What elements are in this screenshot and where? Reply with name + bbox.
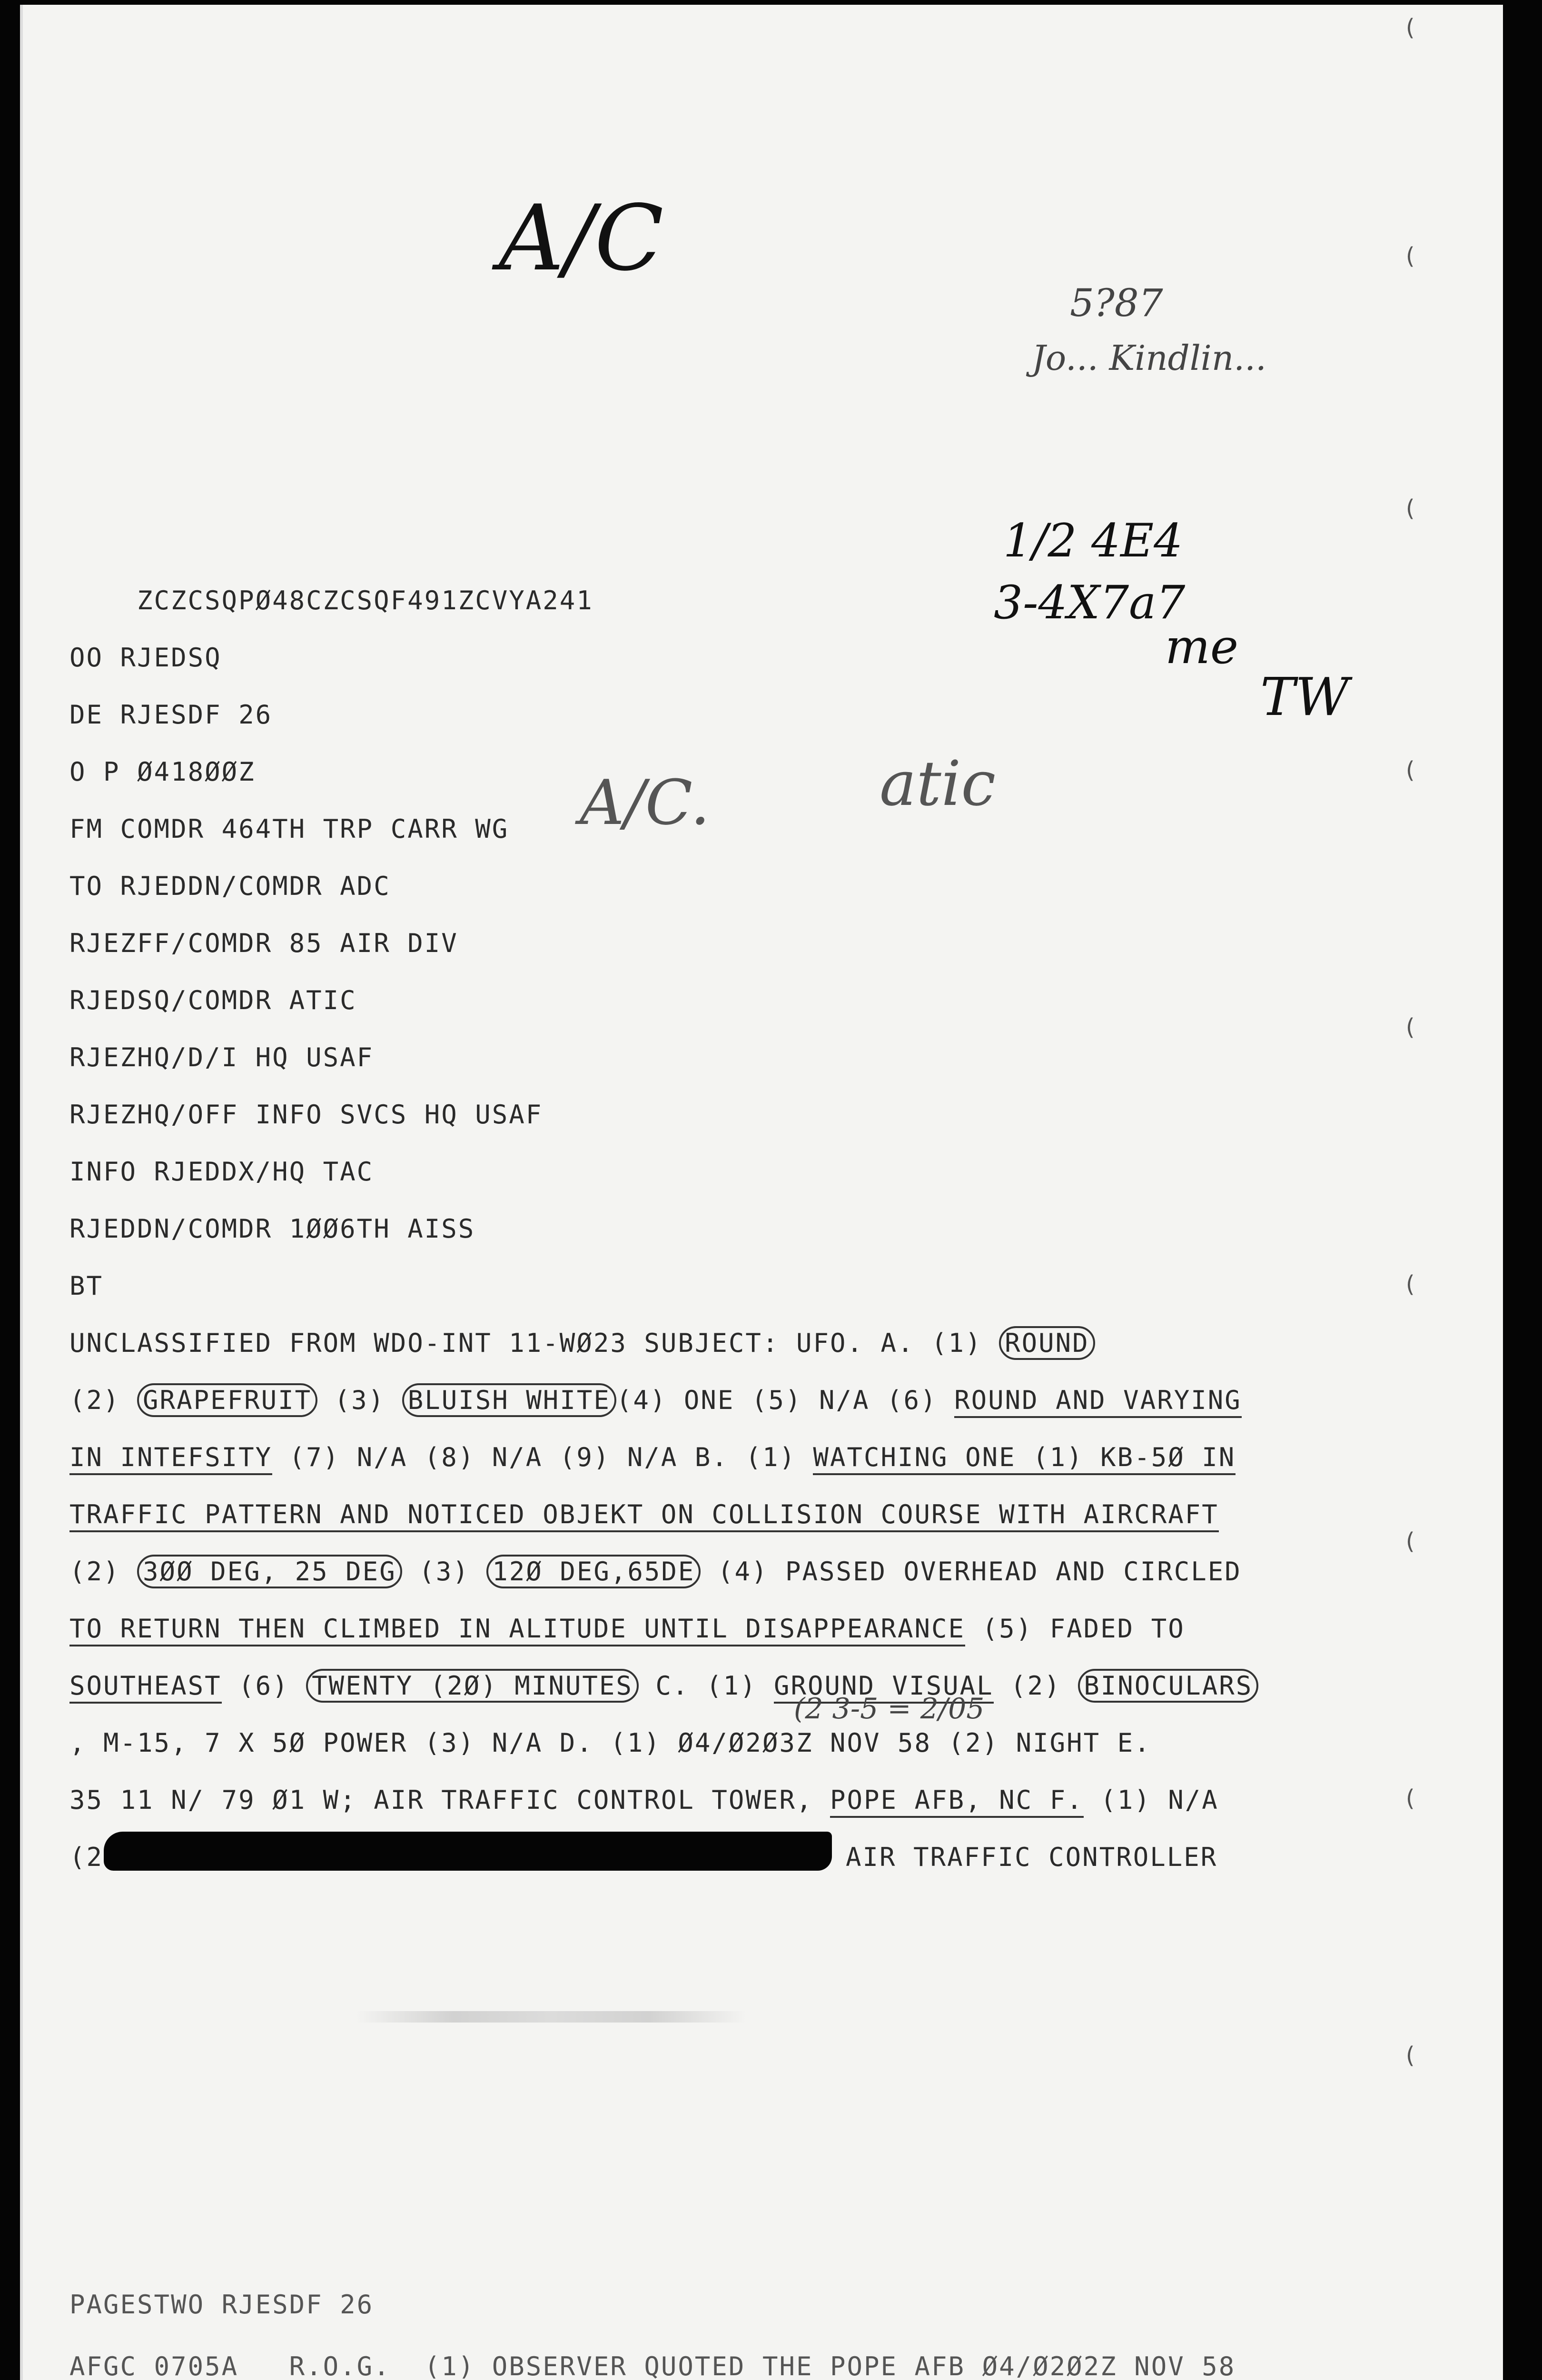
- header-line: O P Ø418ØØZ: [69, 757, 256, 787]
- margin-mark: (: [1403, 1528, 1417, 1555]
- header-line: DE RJESDF 26: [69, 700, 273, 730]
- footer-line: AFGC 0705A R.O.G. (1) OBSERVER QUOTED THE POPE AFB Ø4/Ø2Ø2Z NOV 58: [69, 2351, 1236, 2380]
- routing-line: RJEZFF/COMDR 85 AIR DIV: [69, 928, 458, 958]
- margin-mark: (: [1403, 1271, 1417, 1298]
- body-line: SOUTHEAST (6) TWENTY (2Ø) MINUTES C. (1) GROUND VISUAL (2) BINOCULARS: [69, 1671, 1258, 1701]
- redaction-bar: [104, 1832, 832, 1871]
- margin-mark: (: [1403, 1785, 1417, 1812]
- body-line: 35 11 N/ 79 Ø1 W; AIR TRAFFIC CONTROL TOWER, POPE AFB, NC F. (1) N/A: [69, 1785, 1219, 1815]
- handwritten-top-mark: A/C: [499, 186, 664, 291]
- teletype-page: [20, 5, 1503, 2380]
- body-line: TRAFFIC PATTERN AND NOTICED OBJEKT ON COLLISION COURSE WITH AIRCRAFT: [69, 1499, 1219, 1529]
- routing-line: RJEDDN/COMDR 1ØØ6TH AISS: [69, 1214, 475, 1244]
- handwritten-above-line: (2 3-5 = 2/05: [794, 1692, 985, 1726]
- body-line: UNCLASSIFIED FROM WDO-INT 11-WØ23 SUBJECT: UFO. A. (1) ROUND: [69, 1328, 1095, 1358]
- routing-line: INFO RJEDDX/HQ TAC: [69, 1157, 374, 1187]
- routing-line: RJEZHQ/OFF INFO SVCS HQ USAF: [69, 1100, 543, 1130]
- header-line: ZCZCSQPØ48CZCSQF491ZCVYA241: [137, 585, 593, 615]
- from-line: FM COMDR 464TH TRP CARR WG: [69, 814, 509, 844]
- margin-mark: (: [1403, 14, 1417, 41]
- body-line: (2 AIR TRAFFIC CONTROLLER: [69, 1842, 1218, 1872]
- body-line: (2) 3ØØ DEG, 25 DEG (3) 12Ø DEG,65DE (4) PASSED OVERHEAD AND CIRCLED: [69, 1557, 1242, 1587]
- handwritten-margin-note: A/C.: [580, 766, 710, 839]
- header-line: OO RJEDSQ: [69, 643, 222, 673]
- body-line: IN INTEFSITY (7) N/A (8) N/A (9) N/A B. (1) WATCHING ONE (1) KB-5Ø IN: [69, 1442, 1236, 1472]
- footer-line: PAGESTWO RJESDF 26: [69, 2290, 374, 2320]
- handwritten-margin-note: atic: [880, 747, 996, 820]
- handwritten-initials: TW: [1260, 666, 1349, 727]
- margin-mark: (: [1403, 2042, 1417, 2069]
- smudge: [356, 2011, 746, 2023]
- handwritten-ref-number: 5?87: [1070, 281, 1163, 325]
- handwritten-initials: me: [1165, 619, 1239, 674]
- body-line: TO RETURN THEN CLIMBED IN ALITUDE UNTIL DISAPPEARANCE (5) FADED TO: [69, 1614, 1185, 1644]
- handwritten-file-code: 3-4X7a7: [994, 576, 1186, 629]
- margin-mark: (: [1403, 757, 1417, 783]
- margin-mark: (: [1403, 495, 1417, 522]
- body-line: , M-15, 7 X 5Ø POWER (3) N/A D. (1) Ø4/Ø2Ø3Z NOV 58 (2) NIGHT E.: [69, 1728, 1151, 1758]
- margin-mark: (: [1403, 1014, 1417, 1041]
- margin-mark: (: [1403, 243, 1417, 269]
- body-line: (2) GRAPEFRUIT (3) BLUISH WHITE (4) ONE (5) N/A (6) ROUND AND VARYING: [69, 1385, 1242, 1415]
- routing-line: TO RJEDDN/COMDR ADC: [69, 871, 391, 901]
- handwritten-ref-scribble: Jo... Kindlin...: [1032, 338, 1266, 378]
- routing-line: RJEZHQ/D/I HQ USAF: [69, 1042, 374, 1072]
- handwritten-file-code: 1/2 4E4: [1003, 514, 1183, 567]
- routing-line: BT: [69, 1271, 104, 1301]
- routing-line: RJEDSQ/COMDR ATIC: [69, 985, 357, 1015]
